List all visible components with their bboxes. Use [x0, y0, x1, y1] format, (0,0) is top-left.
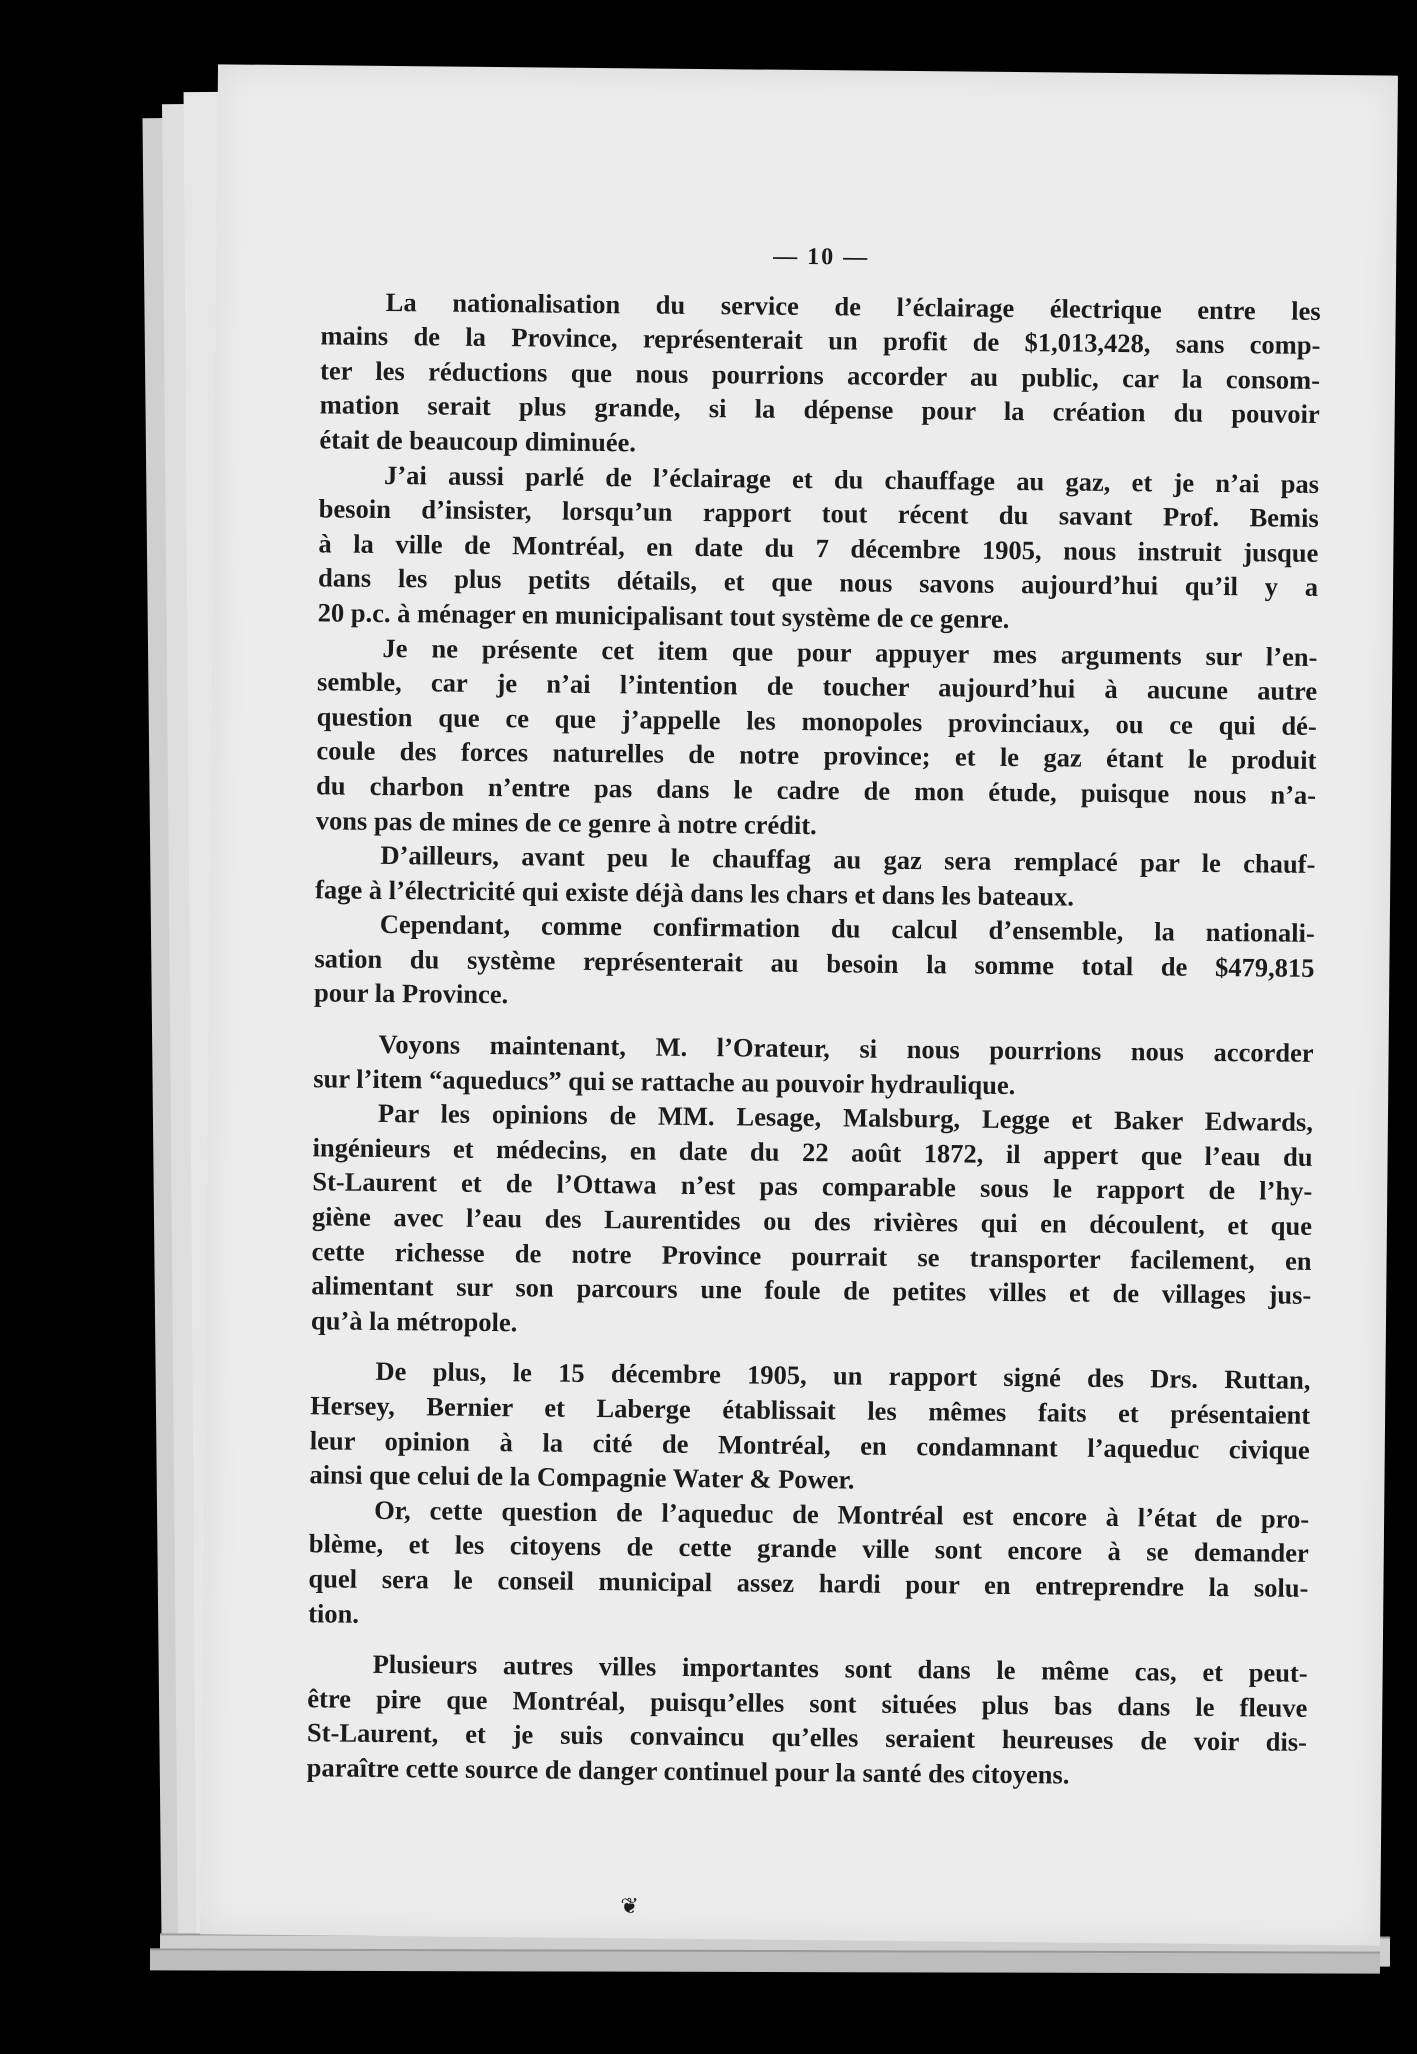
- text-line: coule des forces naturelles de notre province; et le gaz étant le produit: [316, 735, 1317, 776]
- text-line: St-Laurent, et je suis convaincu qu’elles seraient heureuses de voir dis-: [306, 1717, 1308, 1758]
- paragraph: [311, 1096, 1313, 1348]
- page-stack-bottom-edge: [150, 1948, 1380, 1973]
- text-line: Or, cette question de l’aqueduc de Montréal est encore à l’état de pro-: [374, 1494, 1310, 1534]
- text-line: était de beaucoup diminuée.: [319, 424, 637, 458]
- paragraph: [309, 1354, 1310, 1502]
- text-line: dans les plus petits détails, et que nous savons aujourd’hui qu’il y a: [317, 562, 1319, 603]
- text-line: être pire que Montréal, puisqu’elles sont situées plus bas dans le fleuve: [307, 1683, 1308, 1723]
- text-line: sur l’item “aqueducs” qui se rattache au pouvoir hydraulique.: [313, 1062, 1016, 1100]
- paragraph: [318, 457, 1320, 640]
- paragraph: [316, 630, 1318, 847]
- text-line: tion.: [308, 1597, 360, 1629]
- text-line: Cependant, comme confirmation du calcul d’ensemble, la nationali-: [379, 909, 1315, 949]
- paragraph: [315, 837, 1316, 916]
- text-line: alimentant sur son parcours une foule de petites villes et de villages jus-: [311, 1270, 1312, 1311]
- text-line: mains de la Province, représenterait un profit de $1,013,428, sans comp-: [320, 320, 1321, 361]
- text-line: La nationalisation du service de l’éclairage électrique entre les: [385, 286, 1321, 326]
- printer-ornament: ❦: [620, 1894, 639, 1920]
- text-line: du charbon n’entre pas dans le cadre de mon étude, puisque nous n’a-: [315, 770, 1317, 810]
- text-line: quel sera le conseil municipal assez hardi pour en entreprendre la solu-: [308, 1563, 1309, 1603]
- text-line: giène avec l’eau des Laurentides ou des rivières qui en découlent, et que: [311, 1201, 1313, 1241]
- text-line: à la ville de Montréal, en date du 7 décembre 1905, nous instruit jusque: [318, 528, 1319, 568]
- text-line: vons pas de mines de ce genre à notre crédit.: [315, 804, 817, 840]
- text-line: mation serait plus grande, si la dépense pour la création du pouvoir: [319, 389, 1320, 430]
- text-line: semble, car je n’ai l’intention de toucher aujourd’hui à aucune autre: [316, 666, 1318, 707]
- text-line: Par les opinions de MM. Lesage, Malsburg, Legge et Baker Edwards,: [377, 1098, 1314, 1138]
- text-line: ter les réductions que nous pourrions accorder au public, car la consom-: [319, 355, 1321, 395]
- text-line: besoin d’insister, lorsqu’un rapport tout récent du savant Prof. Bemis: [318, 493, 1319, 534]
- paragraph: [307, 1646, 1308, 1794]
- text-line: sation du système représenterait au besoin la somme total de $479,815: [314, 943, 1315, 983]
- text-line: D’ailleurs, avant peu le chauffag au gaz sera remplacé par le chauf-: [380, 840, 1316, 880]
- text-line: St-Laurent et de l’Ottawa n’est pas comparable sous le rapport de l’hy-: [312, 1166, 1313, 1207]
- text-line: paraître cette source de danger continuel pour la santé des citoyens.: [306, 1752, 1070, 1790]
- text-line: Plusieurs autres villes importantes sont dans le même cas, et peut-: [372, 1649, 1308, 1689]
- paragraph: [308, 1492, 1309, 1640]
- text-line: blème, et les citoyens de cette grande ville sont encore à se demander: [308, 1528, 1309, 1569]
- text-line: Hersey, Bernier et Laberge établissait les mêmes faits et présentaient: [310, 1390, 1311, 1430]
- text-line: fage à l’électricité qui existe déjà dans les chars et dans les bateaux.: [314, 873, 1075, 912]
- text-line: ingénieurs et médecins, en date du 22 août 1872, il appert que l’eau du: [312, 1132, 1313, 1172]
- text-line: qu’à la métropole.: [310, 1305, 518, 1338]
- text-line: Voyons maintenant, M. l’Orateur, si nous pourrions nous accorder: [378, 1028, 1314, 1068]
- page-number: — 10 —: [773, 243, 870, 271]
- page-body: [307, 235, 1322, 1794]
- text-line: leur opinion à la cité de Montréal, en condamnant l’aqueduc civique: [309, 1424, 1310, 1465]
- paragraph: [313, 1026, 1314, 1105]
- text-line: Je ne présente cet item que pour appuyer mes arguments sur l’en-: [382, 632, 1318, 672]
- text-line: question que ce que j’appelle les monopoles provinciaux, ou ce qui dé-: [316, 701, 1317, 741]
- text-line: De plus, le 15 décembre 1905, un rapport signé des Drs. Ruttan,: [375, 1356, 1311, 1396]
- text-line: ainsi que celui de la Compagnie Water & Power.: [309, 1459, 855, 1495]
- text-line: 20 p.c. à ménager en municipalisant tout système de ce genre.: [317, 597, 1010, 634]
- paragraph: [314, 907, 1315, 1020]
- text-line: cette richesse de notre Province pourrait se transporter facilement, en: [311, 1235, 1312, 1276]
- paragraph: [319, 284, 1321, 467]
- book-page: [200, 64, 1398, 1945]
- text-line: J’ai aussi parlé de l’éclairage et du chauffage au gaz, et je n’ai pas: [383, 459, 1320, 499]
- paragraph-list: [307, 284, 1321, 1794]
- text-line: pour la Province.: [313, 977, 509, 1010]
